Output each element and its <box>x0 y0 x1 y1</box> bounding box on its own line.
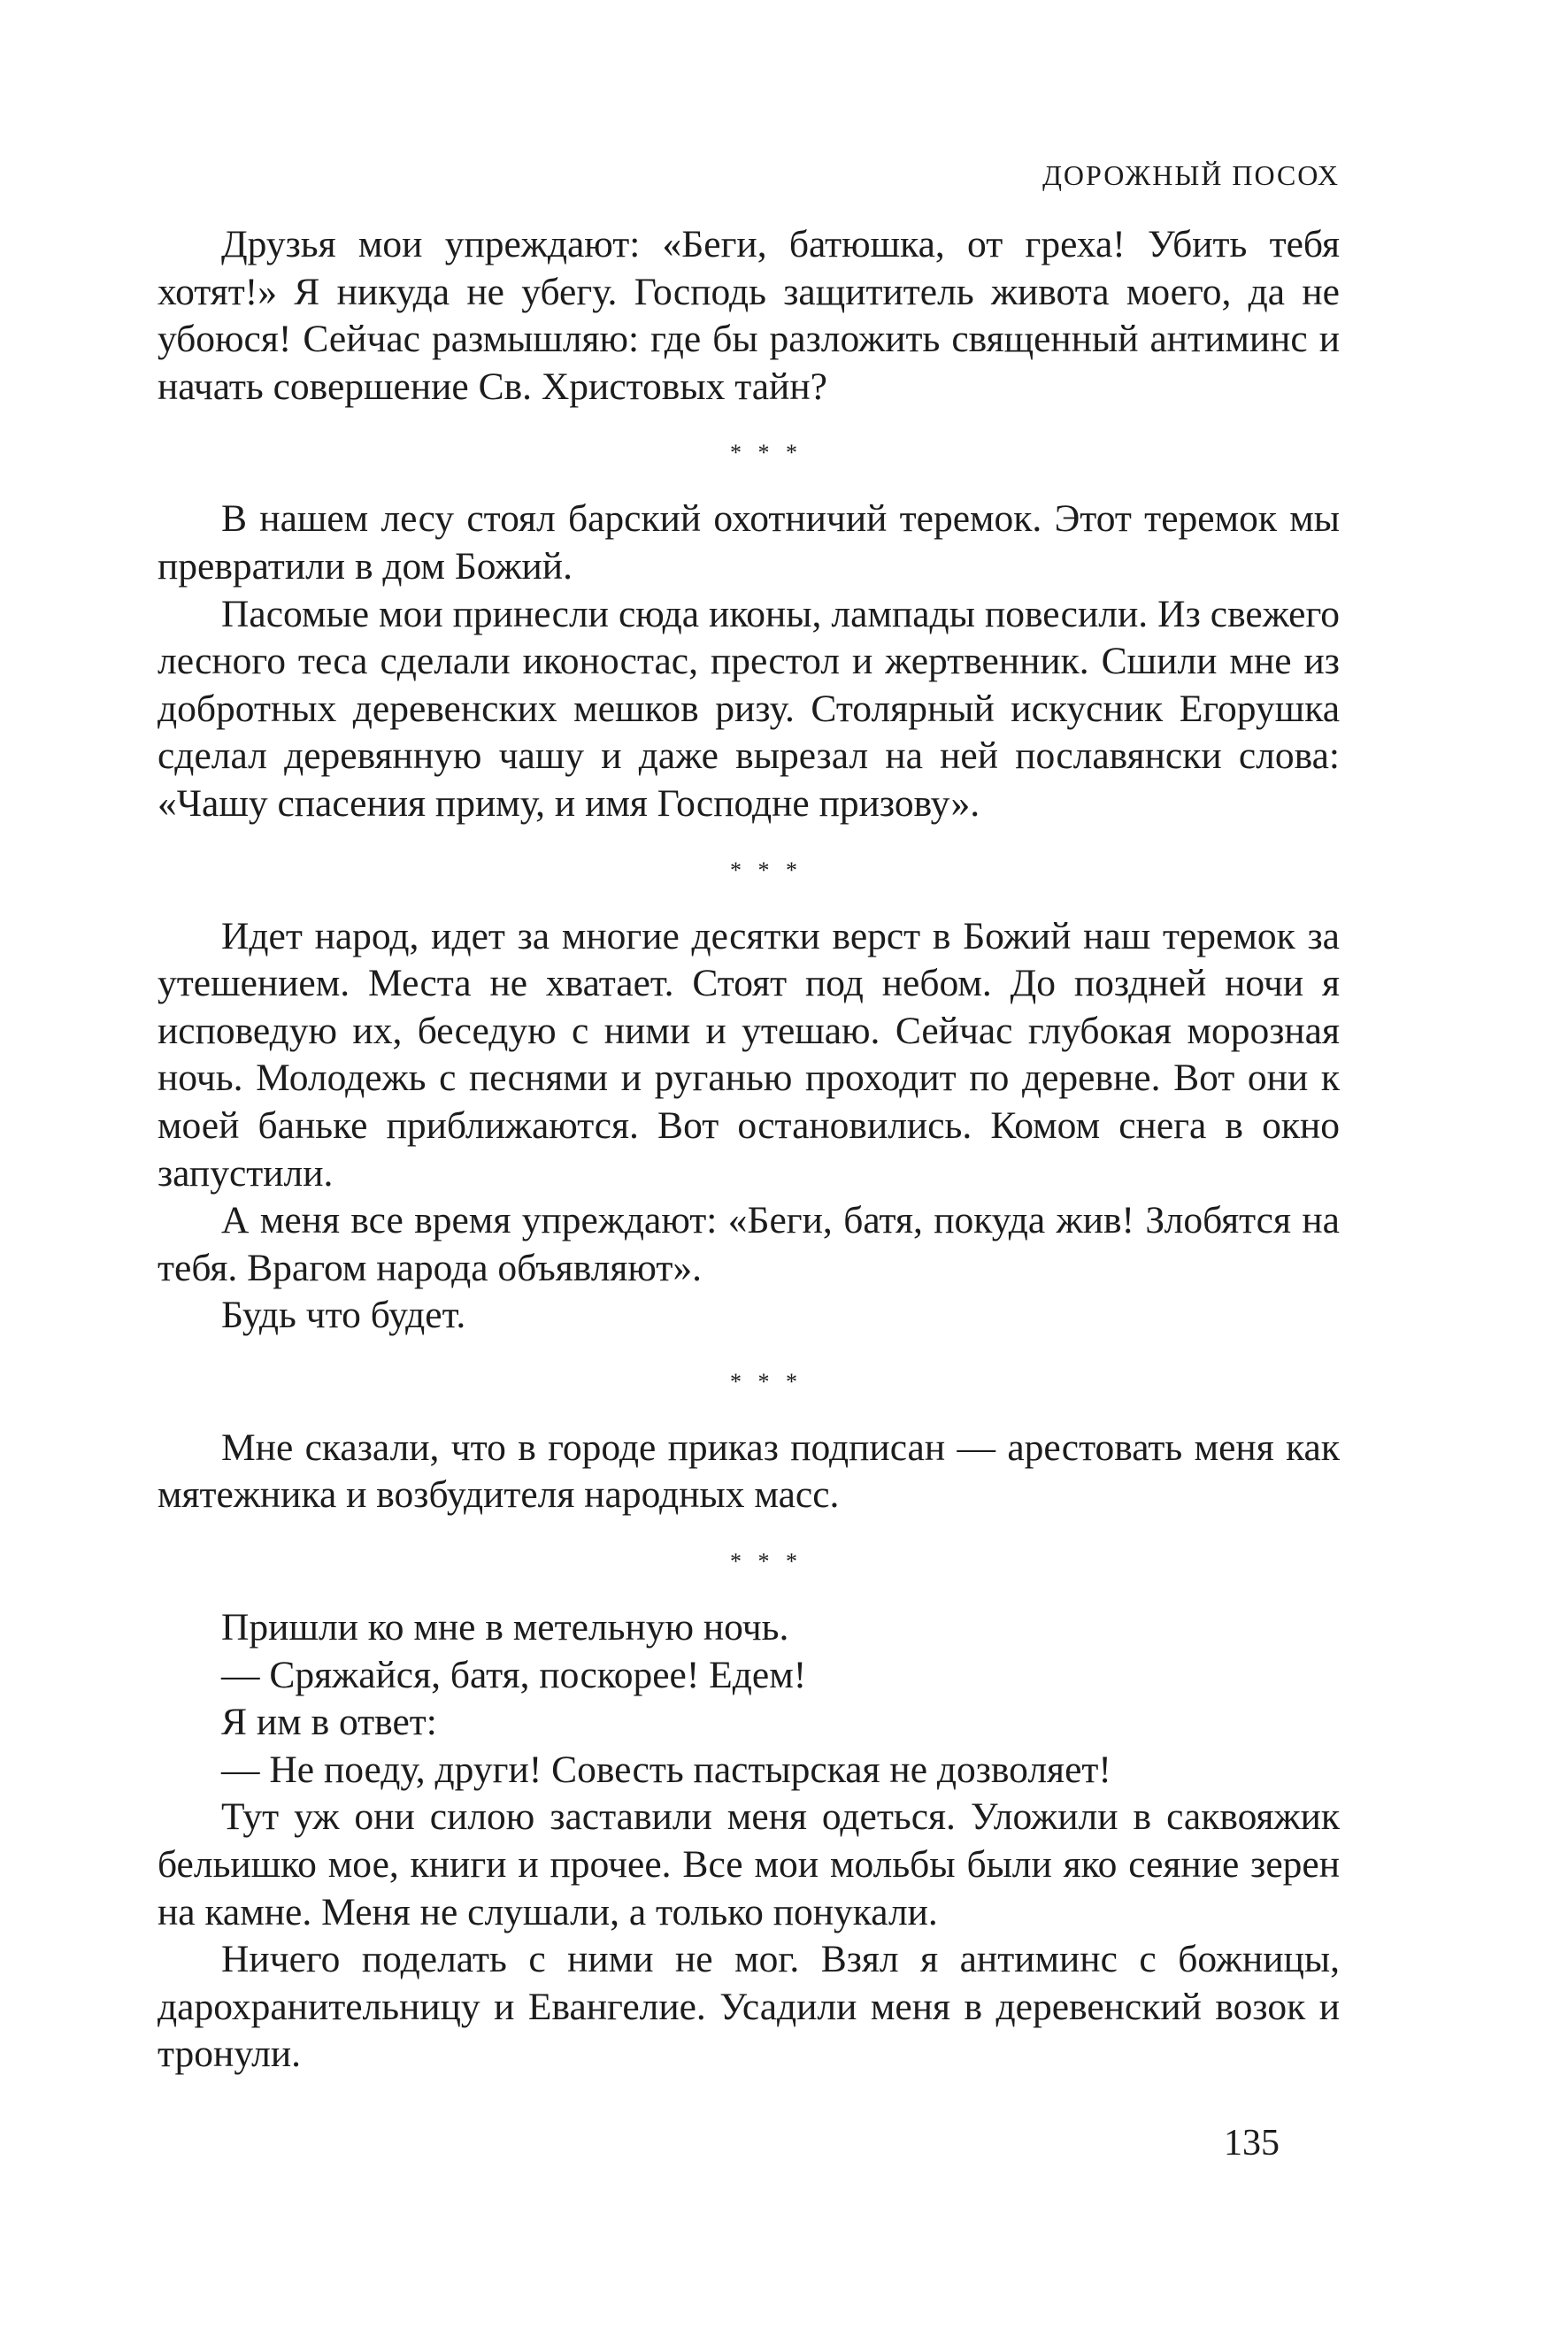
body-text <box>158 221 1340 2079</box>
text-section-1 <box>158 221 1340 411</box>
text-section-3 <box>158 913 1340 1340</box>
paragraph: — Сряжайся, батя, поскорее! Едем! <box>221 1653 807 1696</box>
text-section-4 <box>158 1425 1340 1519</box>
paragraph: Мне сказали, что в городе приказ подписан — арестовать меня как мятежника и возбудителя народных масс. <box>158 1426 1340 1517</box>
text-section-2 <box>158 496 1340 827</box>
paragraph: А меня все время упреждают: «Беги, батя, покуда жив! Злобятся на тебя. Врагом народа объявляют». <box>158 1199 1340 1289</box>
paragraph: Друзья мои упреждают: «Беги, батюшка, от греха! Убить тебя хотят!» Я никуда не убегу. Господь защититель живота моего, да не убоюся! Сейчас размышляю: где бы разложить священный антиминс и начать совершение Св. Христовых тайн? <box>158 223 1340 408</box>
paragraph: Будь что будет. <box>221 1294 466 1337</box>
section-separator: * * * <box>730 1549 803 1575</box>
paragraph: В нашем лесу стоял барский охотничий теремок. Этот теремок мы превратили в дом Божий. <box>158 497 1340 588</box>
paragraph: Ничего поделать с ними не мог. Взял я антиминс с божницы, дарохранительницу и Евангелие. Усадили меня в деревенский возок и тронули. <box>158 1938 1340 2076</box>
paragraph: Пасомые мои принесли сюда иконы, лампады повесили. Из свежего лесного теса сделали иконостас, престол и жертвенник. Сшили мне из добротных деревенских мешков ризу. Столярный искусник Егорушка сделал деревянную чашу и даже вырезал на ней пославянски слова: «Чашу спасения приму, и имя Господне призову». <box>158 592 1340 825</box>
paragraph: Я им в ответ: <box>221 1701 437 1744</box>
running-title: ДОРОЖНЫЙ ПОСОХ <box>1042 159 1340 191</box>
paragraph: Пришли ко мне в метельную ночь. <box>221 1606 789 1649</box>
paragraph: Идет народ, идет за многие десятки верст в Божий наш теремок за утешением. Места не хватает. Стоят под небом. До поздней ночи я исповедую их, беседую с ними и утешаю. Сейчас глубокая морозная ночь. Молодежь с песнями и руганью проходит по деревне. Вот они к моей баньке приближаются. Вот остановились. Комом снега в окно запустили. <box>158 914 1340 1195</box>
page-number: 135 <box>1224 2123 1280 2164</box>
paragraph: — Не поеду, други! Совесть пастырская не дозволяет! <box>221 1748 1111 1791</box>
section-separator: * * * <box>730 857 803 883</box>
paragraph: Тут уж они силою заставили меня одеться. Уложили в саквояжик бельишко мое, книги и прочее. Все мои мольбы были яко сеяние зерен на камне. Меня не слушали, а только понукали. <box>158 1795 1340 1933</box>
section-separator: * * * <box>730 440 803 466</box>
text-section-5 <box>158 1604 1340 2079</box>
section-separator: * * * <box>730 1368 803 1395</box>
